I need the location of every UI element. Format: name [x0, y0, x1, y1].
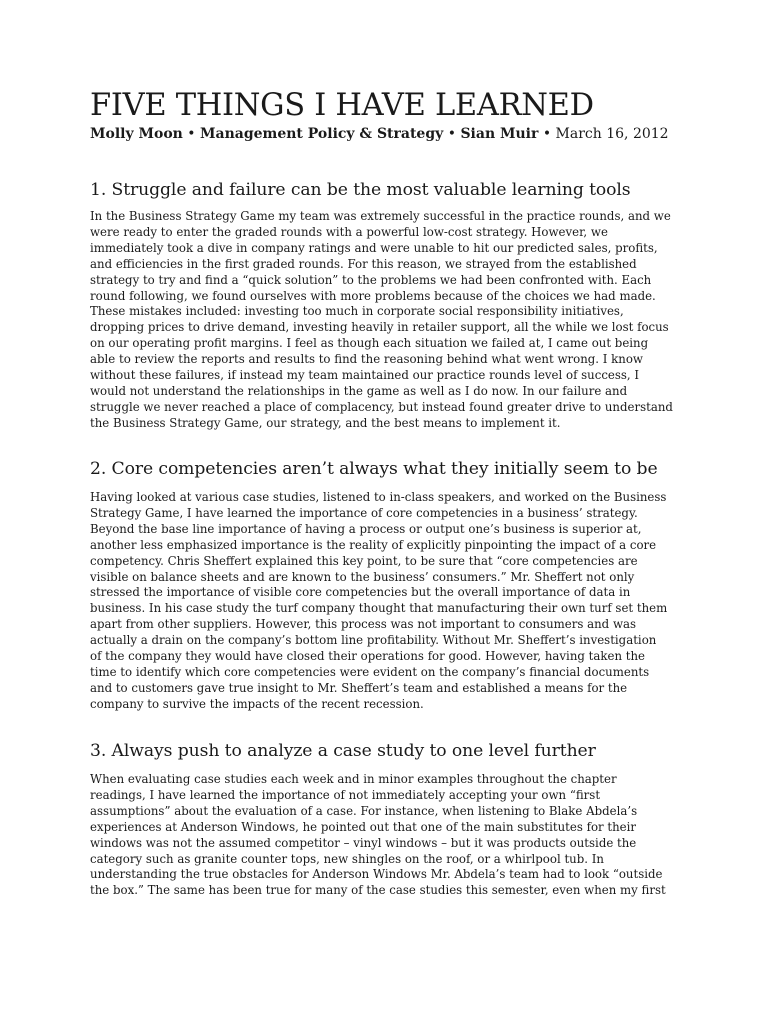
section-body-2 [90, 490, 667, 713]
body-line: time to identify which core competencies were evident on the company’s financial documents [90, 664, 650, 679]
body-line: experiences at Anderson Windows, he pointed out that one of the main substitutes for their [90, 819, 636, 834]
body-line: dropping prices to drive demand, investing heavily in retailer support, all the while we lost focus [90, 320, 669, 335]
body-line: Having looked at various case studies, listened to in-class speakers, and worked on the Business [90, 490, 667, 504]
body-line: Beyond the base line importance of having a process or output one’s business is superior at, [90, 521, 642, 536]
document-title: FIVE THINGS I HAVE LEARNED [90, 88, 594, 123]
byline-separator: • [443, 126, 461, 142]
body-line: without these failures, if instead my team maintained our practice rounds level of success, I [90, 368, 640, 383]
body-line: able to review the reports and results to find the reasoning behind what went wrong. I know [90, 352, 643, 367]
section-body-3 [90, 772, 666, 899]
byline-date: March 16, 2012 [555, 126, 669, 142]
body-line: another less emphasized importance is the reality of explicitly pinpointing the impact of a core [90, 537, 657, 552]
section-body-1 [90, 209, 673, 432]
body-line: struggle we never reached a place of complacency, but instead found greater drive to understand [90, 399, 673, 414]
body-line: assumptions” about the evaluation of a case. For instance, when listening to Blake Abdela’s [90, 803, 638, 818]
body-line: business. In his case study the turf company thought that manufacturing their own turf set them [90, 601, 668, 616]
byline [90, 124, 680, 144]
document-page [90, 88, 680, 898]
body-line: These mistakes included: investing too much in corporate social responsibility initiatives, [90, 304, 624, 319]
body-line: Strategy Game, I have learned the importance of core competencies in a business’ strategy. [90, 505, 638, 520]
body-line: actually a drain on the company’s bottom line profitability. Without Mr. Sheffert’s investigation [90, 633, 657, 648]
section-heading-1: 1. Struggle and failure can be the most valuable learning tools [90, 180, 631, 200]
body-line: strategy to try and find a “quick solution” to the problems we had been confronted with. Each [90, 272, 652, 287]
body-line: company to survive the impacts of the recent recession. [90, 696, 424, 711]
body-line: In the Business Strategy Game my team was extremely successful in the practice rounds, and we [90, 209, 671, 223]
body-line: the box.” The same has been true for many of the case studies this semester, even when my first [90, 883, 666, 898]
section-heading-2: 2. Core competencies aren’t always what they initially seem to be [90, 459, 658, 479]
byline-instructor: Sian Muir [460, 126, 539, 142]
body-line: competency. Chris Sheffert explained this key point, to be sure that “core competencies are [90, 553, 638, 568]
body-line: and efficiencies in the first graded rounds. For this reason, we strayed from the established [90, 256, 637, 271]
body-line: of the company they would have closed their operations for good. However, having taken the [90, 649, 645, 664]
body-line: understanding the true obstacles for Anderson Windows Mr. Abdela’s team had to look “outside [90, 867, 663, 882]
body-line: would not understand the relationships in the game as well as I do now. In our failure and [90, 383, 628, 398]
body-line: immediately took a dive in company ratings and were unable to hit our predicted sales, profits, [90, 240, 658, 255]
byline-separator: • [538, 126, 556, 142]
body-line: visible on balance sheets and are known to the business’ consumers.” Mr. Sheffert not only [90, 569, 635, 584]
body-line: windows was not the assumed competitor – vinyl windows – but it was products outside the [90, 835, 637, 850]
body-line: stressed the importance of visible core competencies but the overall importance of data in [90, 585, 631, 600]
body-line: round following, we found ourselves with more problems because of the choices we had made. [90, 288, 656, 303]
section-heading-3: 3. Always push to analyze a case study to one level further [90, 741, 596, 761]
body-line: category such as granite counter tops, new shingles on the roof, or a whirlpool tub. In [90, 851, 604, 866]
body-line: When evaluating case studies each week and in minor examples throughout the chapter [90, 772, 617, 786]
body-line: on our operating profit margins. I feel as though each situation we failed at, I came out being [90, 336, 649, 351]
body-line: apart from other suppliers. However, this process was not important to consumers and was [90, 617, 637, 632]
byline-author: Molly Moon [90, 126, 183, 142]
body-line: and to customers gave true insight to Mr. Sheffert’s team and established a means for the [90, 680, 628, 695]
body-line: were ready to enter the graded rounds with a powerful low-cost strategy. However, we [90, 224, 608, 239]
body-line: the Business Strategy Game, our strategy, and the best means to implement it. [90, 415, 561, 430]
body-line: readings, I have learned the importance of not immediately accepting your own “first [90, 787, 601, 802]
byline-course: Management Policy & Strategy [200, 126, 444, 142]
byline-separator: • [182, 126, 201, 142]
